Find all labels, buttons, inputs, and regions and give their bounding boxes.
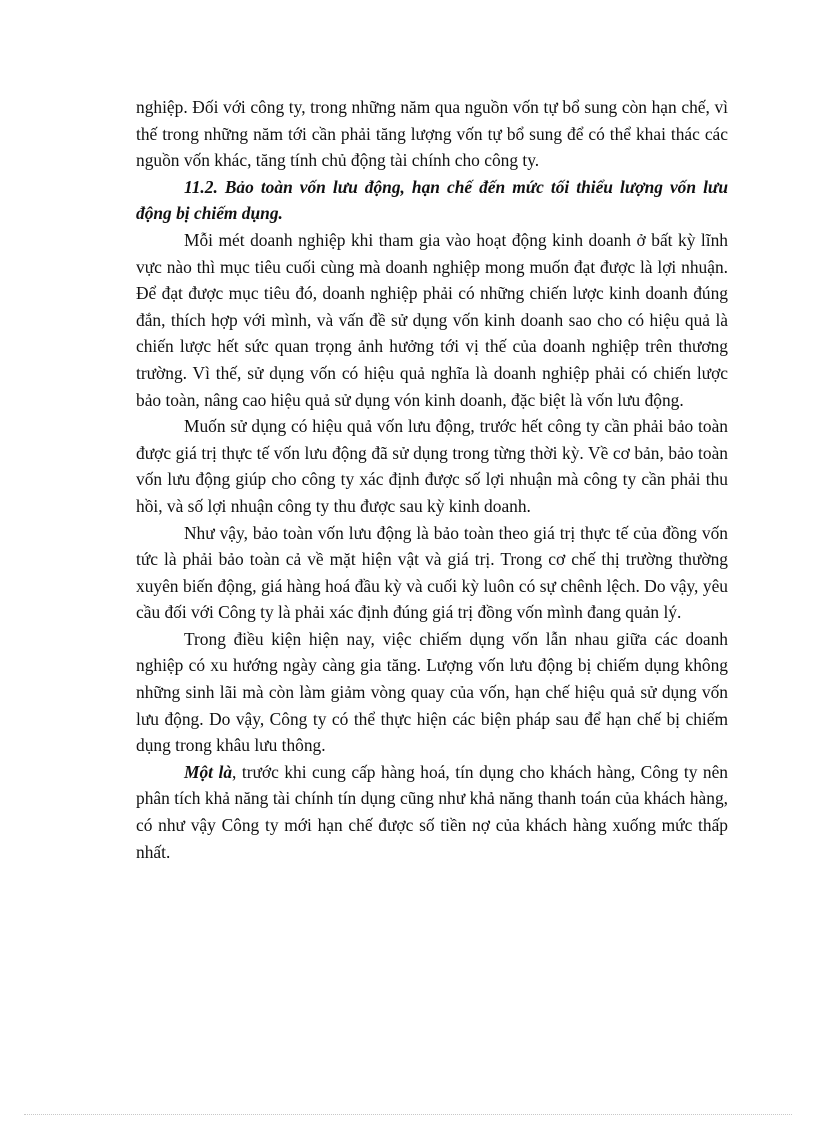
paragraph-3: Như vậy, bảo toàn vốn lưu động là bảo toàn theo giá trị thực tế của đồng vốn tức là phải bảo toàn cả về mặt hiện vật và giá trị. Trong cơ chế thị trường thường xuyên biến động, giá hàng hoá đầu kỳ và cuối kỳ luôn có sự chênh lệch. Do vậy, yêu cầu đối với Công ty là phải xác định đúng giá trị đồng vốn mình đang quản lý. — [136, 522, 728, 623]
paragraph-1: Mỗi mét doanh nghiệp khi tham gia vào hoạt động kinh doanh ở bất kỳ lĩnh vực nào thì mục tiêu cuối cùng mà doanh nghiệp mong muốn đạt được là lợi nhuận. Để đạt được mục tiêu đó, doanh nghiệp phải có những chiến lược kinh doanh đúng đắn, thích hợp với mình, và vấn đề sử dụng vốn kinh doanh sao cho có hiệu quả là chiến lược hết sức quan trọng ảnh hưởng tới vị thế của doanh nghiệp trên thương trường. Vì thế, sử dụng vốn có hiệu quả nghĩa là doanh nghiệp phải có chiến lược bảo toàn, nâng cao hiệu quả sử dụng vón kinh doanh, đặc biệt là vốn lưu động. — [136, 229, 728, 410]
paragraph-5 — [136, 759, 728, 865]
paragraph-2: Muốn sử dụng có hiệu quả vốn lưu động, trước hết công ty cần phải bảo toàn được giá trị thực tế vốn lưu động đã sử dụng trong từng thời kỳ. Về cơ bản, bảo toàn vốn lưu động giúp cho công ty xác định được số lợi nhuận mà công ty cần phải thu hồi, và số lợi nhuận công ty thu được sau kỳ kinh doanh. — [136, 416, 728, 516]
document-page — [136, 94, 728, 865]
paragraph-5-lead: Một là — [184, 761, 233, 782]
paragraph-5-text: , trước khi cung cấp hàng hoá, tín dụng cho khách hàng, Công ty nên phân tích khả năng tài chính tín dụng cũng như khả năng thanh toán của khách hàng, có như vậy Công ty mới hạn chế được số tiền nợ của khách hàng xuống mức thấp nhất. — [136, 761, 728, 862]
paragraph-continuation: nghiệp. Đối với công ty, trong những năm qua nguồn vốn tự bổ sung còn hạn chế, vì thế trong những năm tới cần phải tăng lượng vốn tự bổ sung để có thể khai thác các nguồn vốn khác, tăng tính chủ động tài chính cho công ty. — [136, 97, 728, 171]
section-heading: 11.2. Bảo toàn vốn lưu động, hạn chế đến mức tối thiểu lượng vốn lưu động bị chiếm dụng. — [136, 176, 728, 224]
footer-divider — [24, 1114, 792, 1115]
paragraph-4: Trong điều kiện hiện nay, việc chiếm dụng vốn lẫn nhau giữa các doanh nghiệp có xu hướng ngày càng gia tăng. Lượng vốn lưu động bị chiếm dụng không những sinh lãi mà còn làm giảm vòng quay của vốn, hạn chế hiệu quả sử dụng vốn lưu động. Do vậy, Công ty có thể thực hiện các biện pháp sau để hạn chế bị chiếm dụng trong khâu lưu thông. — [136, 628, 728, 756]
